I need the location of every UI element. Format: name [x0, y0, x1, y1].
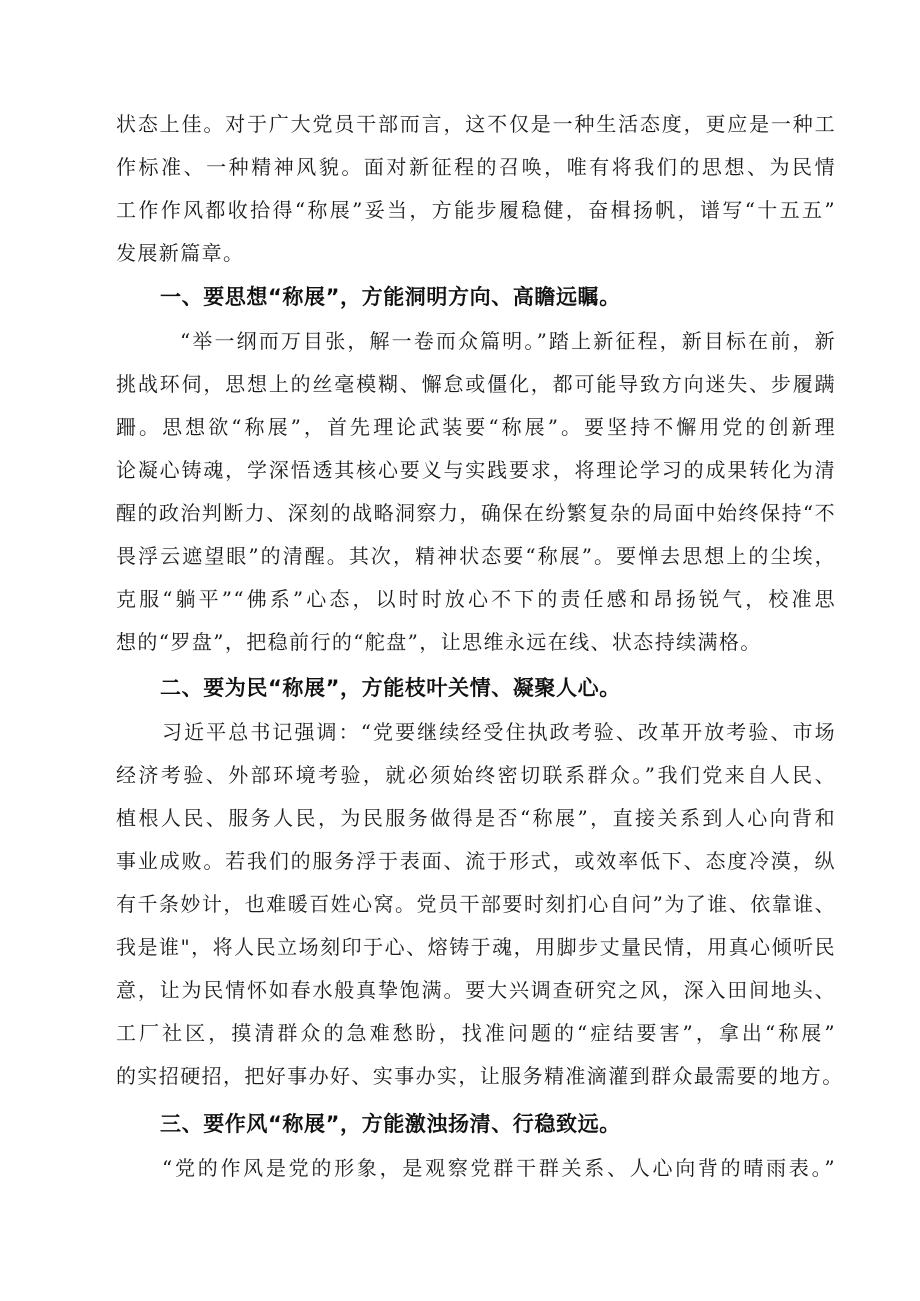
- body-line: 克服“躺平”“佛系”心态，以时时放心不下的责任感和昂扬锐气，校准思: [116, 587, 836, 611]
- section-heading: 二、要为民“称展”，方能枝叶关情、凝聚人心。: [160, 676, 621, 700]
- body-line: 论凝心铸魂，学深悟透其核心要义与实践要求，将理论学习的成果转化为清: [116, 458, 836, 482]
- body-line: 发展新篇章。: [116, 241, 245, 265]
- body-line: “举一纲而万目张，解一卷而众篇明。”踏上新征程，新目标在前，新: [180, 329, 836, 353]
- section-heading: 三、要作风“称展”，方能激浊扬清、行稳致远。: [160, 1112, 621, 1136]
- section-heading: 一、要思想“称展”，方能洞明方向、高瞻远瞩。: [160, 285, 621, 309]
- body-line: 习近平总书记强调：“党要继续经受住执政考验、改革开放考验、市场: [162, 720, 836, 744]
- body-line: 的实招硬招，把好事办好、实事办实，让服务精准滴灌到群众最需要的地方。: [116, 1064, 844, 1088]
- body-line: “党的作风是党的形象，是观察党群干群关系、人心向背的晴雨表。”: [162, 1156, 836, 1180]
- body-line: 植根人民、服务人民，为民服务做得是否“称展”，直接关系到人心向背和: [116, 806, 836, 830]
- body-line: 我是谁"，将人民立场刻印于心、熔铸于魂，用脚步丈量民情，用真心倾听民: [116, 935, 836, 959]
- body-line: 经济考验、外部环境考验，就必须始终密切联系群众。”我们党来自人民、: [116, 763, 836, 787]
- body-line: 意，让为民情怀如春水般真挚饱满。要大兴调查研究之风，深入田间地头、: [116, 978, 836, 1002]
- body-line: 跚。思想欲“称展”，首先理论武装要“称展”。要坚持不懈用党的创新理: [116, 415, 836, 439]
- body-line: 作标准、一种精神风貌。面对新征程的召唤，唯有将我们的思想、为民情: [116, 155, 836, 179]
- body-line: 想的“罗盘”，把稳前行的“舵盘”，让思维永远在线、状态持续满格。: [116, 630, 762, 654]
- body-line: 状态上佳。对于广大党员干部而言，这不仅是一种生活态度，更应是一种工: [116, 112, 836, 136]
- body-line: 事业成败。若我们的服务浮于表面、流于形式，或效率低下、态度冷漠，纵: [116, 849, 836, 873]
- body-line: 工作作风都收拾得“称展”妥当，方能步履稳健，奋楫扬帆，谱写“十五五”: [116, 198, 836, 222]
- body-line: 畏浮云遮望眼”的清醒。其次，精神状态要“称展”。要惮去思想上的尘埃，: [116, 544, 836, 568]
- body-line: 醒的政治判断力、深刻的战略洞察力，确保在纷繁复杂的局面中始终保持“不: [116, 501, 836, 525]
- body-line: 工厂社区，摸清群众的急难愁盼，找准问题的“症结要害”，拿出“称展”: [116, 1021, 836, 1045]
- body-line: 有千条妙计，也难暖百姓心窝。党员干部要时刻扪心自问”为了谁、依靠谁、: [116, 892, 836, 916]
- body-line: 挑战环伺，思想上的丝毫模糊、懈怠或僵化，都可能导致方向迷失、步履蹒: [116, 372, 836, 396]
